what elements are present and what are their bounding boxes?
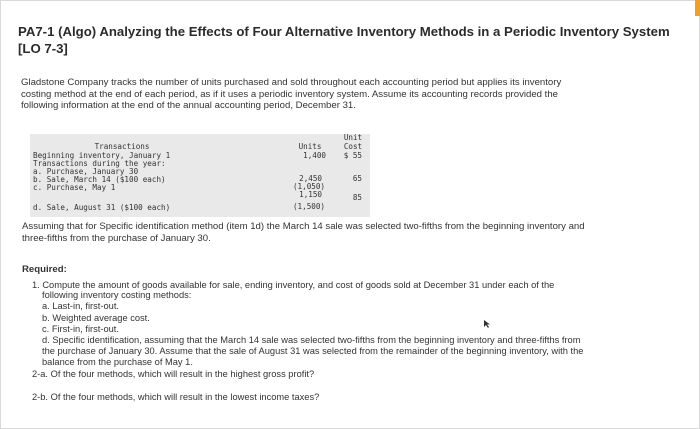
required-item: balance from the purchase of May 1.: [42, 357, 193, 367]
row-label: a. Purchase, January 30: [33, 167, 139, 176]
required-item: following inventory costing methods:: [42, 290, 192, 300]
row-label: d. Sale, August 31 ($100 each): [33, 203, 171, 212]
intro-line: following information at the end of the annual accounting period, December 31.: [21, 100, 356, 111]
row-units: 1,400: [303, 151, 326, 160]
intro-line: costing method at the end of each period, as if it uses a periodic inventory system. Assume its accounting records provided the: [21, 88, 559, 100]
row-units: 1,150: [299, 190, 322, 199]
required-heading: Required:: [22, 264, 67, 275]
assumption-line: three-fifths from the purchase of January 30.: [22, 232, 211, 244]
row-cost: 85: [352, 193, 362, 202]
header-transactions: Transactions: [94, 142, 150, 151]
row-units: (1,050): [292, 182, 325, 191]
row-label: b. Sale, March 14 ($100 each): [33, 175, 166, 184]
header-cost: Cost: [343, 142, 363, 151]
assumption-line: Assuming that for Specific identification method (item 1d) the March 14 sale was selected two-fifths from the beginning inventory and: [22, 221, 585, 232]
row-cost: $ 55: [343, 151, 362, 160]
transactions-table: [30, 134, 370, 217]
mouse-pointer-icon: [483, 320, 491, 328]
title-line-1: PA7-1 (Algo) Analyzing the Effects of Four Alternative Inventory Methods in a Periodic Inventory System: [18, 24, 670, 39]
required-item: b. Weighted average cost.: [42, 313, 150, 323]
required-item: d. Specific identification, assuming that the March 14 sale was selected two-fifths from the beginning inventory and three-fifths from: [42, 335, 581, 345]
intro-line: Gladstone Company tracks the number of units purchased and sold throughout each accounting period but applies its inventory: [21, 77, 562, 88]
row-label: c. Purchase, May 1: [33, 183, 116, 192]
row-cost: 65: [352, 174, 362, 183]
header-units: Units: [298, 142, 322, 151]
intro-paragraph: [21, 77, 671, 112]
required-item: the purchase of January 30. Assume that the sale of August 31 was selected from the remainder of the beginning inventory, with the: [42, 346, 584, 356]
accent-strip: [695, 0, 700, 16]
required-item: 1. Compute the amount of goods available for sale, ending inventory, and cost of goods sold at December 31 under each of the: [32, 280, 555, 290]
problem-title: [18, 23, 673, 57]
assumption-paragraph: [22, 221, 677, 244]
row-units: (1,500): [292, 202, 325, 211]
required-item: 2-a. Of the four methods, which will result in the highest gross profit?: [32, 369, 315, 379]
required-item: 2-b. Of the four methods, which will result in the lowest income taxes?: [32, 392, 320, 402]
row-label: Beginning inventory, January 1: [33, 151, 171, 160]
row-units: 2,450: [299, 174, 322, 183]
row-label: Transactions during the year:: [33, 159, 166, 168]
required-item: c. First-in, first-out.: [42, 324, 119, 334]
header-unit: Unit: [343, 133, 363, 142]
title-line-2: [LO 7-3]: [18, 41, 68, 56]
required-item: a. Last-in, first-out.: [42, 301, 119, 311]
